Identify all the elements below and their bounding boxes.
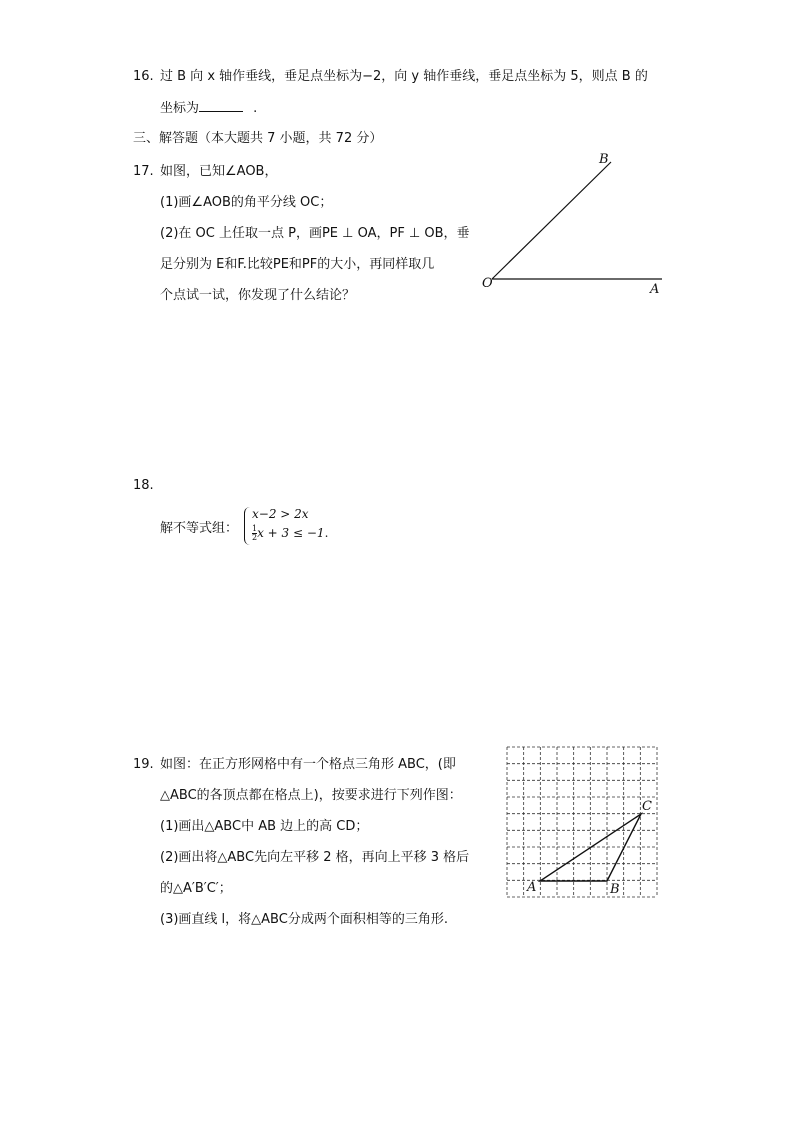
q17-part2-line3: 个点试一试，你发现了什么结论？ xyxy=(160,288,356,303)
q19-grid-figure xyxy=(507,747,658,898)
q19-part3: (3)画直线 l，将△ABC分成两个面积相等的三角形. xyxy=(160,912,448,927)
label-B: B xyxy=(599,152,609,167)
q18-inequality-2 xyxy=(252,524,328,542)
q16-answer-blank xyxy=(199,99,243,112)
q16-text-line2 xyxy=(160,99,257,118)
label-B: B xyxy=(610,882,620,897)
label-A: A xyxy=(650,282,660,297)
label-C: C xyxy=(642,799,652,814)
section-heading: 三、解答题（本大题共 7 小题，共 72 分） xyxy=(133,131,383,146)
q16-line2-end: . xyxy=(253,101,258,116)
q19-part1: (1)画出△ABC中 AB 边上的高 CD； xyxy=(160,819,369,834)
ray-OB xyxy=(492,162,611,279)
q17-part2-line1: (2)在 OC 上任取一点 P，画PE ⊥ OA，PF ⊥ OB，垂 xyxy=(160,226,470,241)
q17-angle-figure xyxy=(478,150,668,295)
q17-number: 17. xyxy=(133,164,154,179)
q19-part2-line2: 的△A′B′C′； xyxy=(160,881,232,896)
q18-ineq2-rest: x + 3 ≤ −1 xyxy=(257,526,325,540)
label-O: O xyxy=(482,276,493,291)
q18-prompt: 解不等式组： xyxy=(160,521,239,536)
label-A: A xyxy=(527,880,537,895)
q18-number: 18. xyxy=(133,478,154,493)
q18-frac-num: 1 xyxy=(252,524,258,533)
square-grid xyxy=(507,747,657,897)
q16-number: 16. xyxy=(133,69,154,84)
q18-brace xyxy=(244,507,251,545)
q18-inequality-1: x−2 > 2x xyxy=(252,507,309,521)
q17-text-line1: 如图，已知∠AOB， xyxy=(160,164,278,179)
q18-end: . xyxy=(324,526,329,540)
q19-text-line2: △ABC的各顶点都在格点上)，按要求进行下列作图： xyxy=(160,788,462,803)
q17-part2-line2: 足分别为 E和F.比较PE和PF的大小，再同样取几 xyxy=(160,257,435,272)
q16-line2-text: 坐标为 xyxy=(160,101,200,116)
q16-text-line1: 过 B 向 x 轴作垂线，垂足点坐标为−2，向 y 轴作垂线，垂足点坐标为 5，则点 B 的 xyxy=(160,69,648,84)
q19-number: 19. xyxy=(133,757,154,772)
q17-part1: (1)画∠AOB的角平分线 OC； xyxy=(160,195,333,210)
q19-text-line1: 如图：在正方形网格中有一个格点三角形 ABC，(即 xyxy=(160,757,456,772)
q19-part2-line1: (2)画出将△ABC先向左平移 2 格，再向上平移 3 格后 xyxy=(160,850,470,865)
q18-frac-den: 2 xyxy=(252,533,258,542)
